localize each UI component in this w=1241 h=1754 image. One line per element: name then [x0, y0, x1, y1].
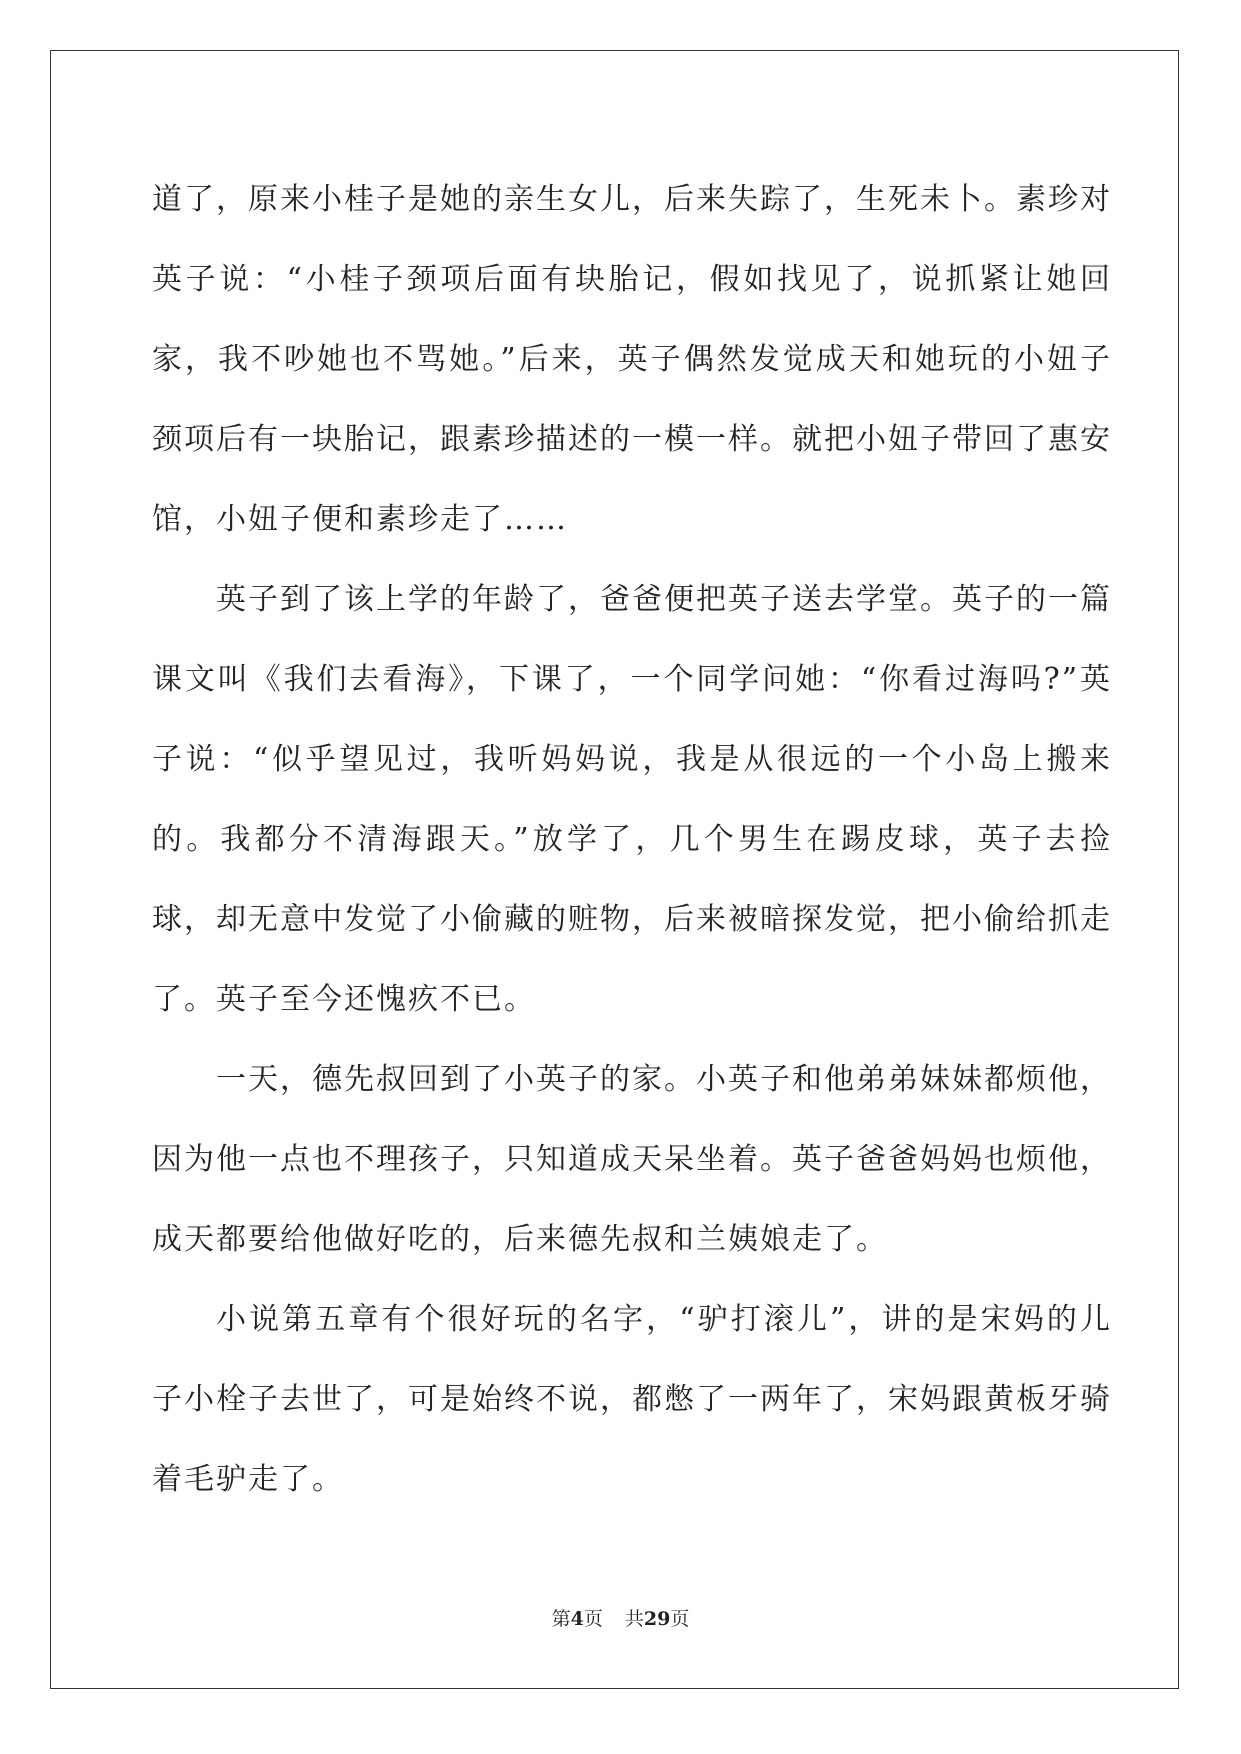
paragraph-2: 英子到了该上学的年龄了，爸爸便把英子送去学堂。英子的一篇课文叫《我们去看海》，下课了，一个同学问她：“你看过海吗?”英子说：“似乎望见过，我听妈妈说，我是从很远的一个小岛上搬来的。我都分不清海跟天。”放学了，几个男生在踢皮球，英子去捡球，却无意中发觉了小偷藏的赃物，后来被暗探发觉，把小偷给抓走了。英子至今还愧疚不已。 — [152, 582, 1112, 1017]
total-page-count: 29 — [643, 1608, 671, 1630]
page-prefix: 第 — [551, 1608, 571, 1630]
paragraph-4: 小说第五章有个很好玩的名字，“驴打滚儿”，讲的是宋妈的儿子小栓子去世了，可是始终不说，都憋了一两年了，宋妈跟黄板牙骑着毛驴走了。 — [152, 1302, 1112, 1497]
total-suffix: 页 — [670, 1608, 690, 1630]
paragraph-3: 一天，德先叔回到了小英子的家。小英子和他弟弟妹妹都烦他，因为他一点也不理孩子，只知道成天呆坐着。英子爸爸妈妈也烦他，成天都要给他做好吃的，后来德先叔和兰姨娘走了。 — [152, 1062, 1112, 1257]
document-body — [152, 160, 1112, 1520]
page-suffix: 页 — [583, 1608, 603, 1630]
paragraph-1: 道了，原来小桂子是她的亲生女儿，后来失踪了，生死未卜。素珍对英子说：“小桂子颈项后面有块胎记，假如找见了，说抓紧让她回家，我不吵她也不骂她。”后来，英子偶然发觉成天和她玩的小妞子颈项后有一块胎记，跟素珍描述的一模一样。就把小妞子带回了惠安馆，小妞子便和素珍走了…… — [152, 182, 1112, 537]
page-footer — [0, 1604, 1241, 1631]
total-prefix: 共 — [624, 1608, 644, 1630]
current-page-number: 4 — [570, 1608, 584, 1630]
